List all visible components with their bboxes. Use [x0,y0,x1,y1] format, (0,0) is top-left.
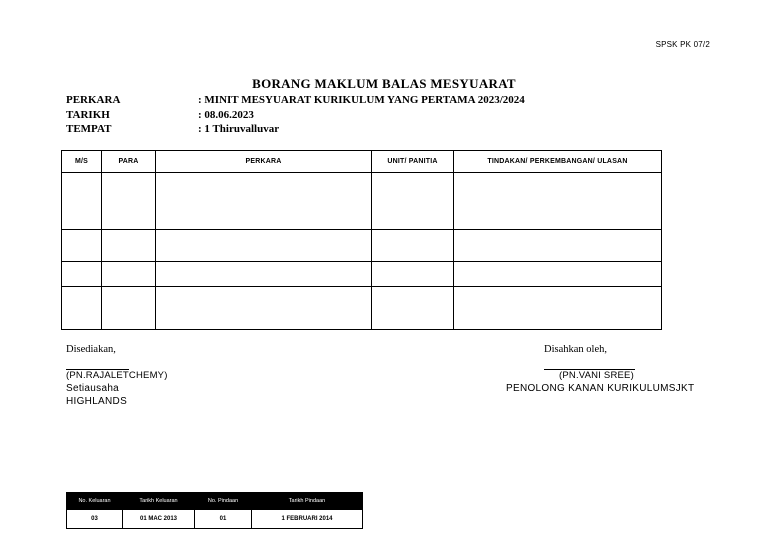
table-cell [62,173,102,230]
table-cell [62,262,102,287]
table-row [62,173,662,230]
prepared-heading: Disediakan, [66,344,116,355]
meta-row-perkara [66,93,525,108]
meta-row-tarikh [66,108,525,123]
approved-by-block [500,344,720,395]
table-cell [372,262,454,287]
table-cell [454,173,662,230]
prepared-name: (PN.RAJALETCHEMY) [66,370,168,381]
approved-heading: Disahkan oleh, [544,344,607,355]
rev-header-no-keluaran: No. Keluaran [67,493,123,510]
table-header-row [62,151,662,173]
header-perkara: PERKARA [156,151,372,173]
meeting-details [66,93,525,137]
document-code: SPSK PK 07/2 [655,40,710,49]
prepared-school: HIGHLANDS [66,396,128,407]
revision-table [66,492,363,529]
rev-tarikh-keluaran: 01 MAC 2013 [123,510,195,529]
minutes-table [61,150,662,330]
table-row [62,262,662,287]
approved-role: PENOLONG KANAN KURIKULUMSJKT [506,383,695,394]
form-title: BORANG MAKLUM BALAS MESYUARAT [252,76,516,91]
meta-label: PERKARA [66,94,121,106]
revision-value-row [67,510,363,529]
rev-header-tarikh-keluaran: Tarikh Keluaran [123,493,195,510]
meta-value: : MINIT MESYUARAT KURIKULUM YANG PERTAMA 2023/2024 [198,94,525,106]
meta-value: : 08.06.2023 [198,108,254,121]
prepared-role: Setiausaha [66,383,120,394]
table-cell [454,287,662,330]
table-row [62,287,662,330]
table-cell [62,230,102,262]
table-cell [454,230,662,262]
table-cell [156,173,372,230]
meta-label: TEMPAT [66,123,112,135]
header-tindakan: TINDAKAN/ PERKEMBANGAN/ ULASAN [454,151,662,173]
header-unit-panitia: UNIT/ PANITIA [372,151,454,173]
table-cell [156,230,372,262]
rev-header-no-pindaan: No. Pindaan [195,493,252,510]
meta-value: : 1 Thiruvalluvar [198,123,280,135]
table-cell [156,262,372,287]
table-cell [372,287,454,330]
table-cell [372,230,454,262]
rev-no-pindaan: 01 [195,510,252,529]
table-cell [102,230,156,262]
table-cell [102,262,156,287]
revision-header-row [67,493,363,510]
approved-name: (PN.VANI SREE) [559,370,634,381]
meta-label: TARIKH [66,108,110,121]
prepared-by-block [66,344,266,408]
table-cell [102,173,156,230]
table-cell [372,173,454,230]
header-ms: M/S [62,151,102,173]
table-cell [102,287,156,330]
table-cell [156,287,372,330]
rev-header-tarikh-pindaan: Tarikh Pindaan [252,493,363,510]
rev-tarikh-pindaan: 1 FEBRUARI 2014 [252,510,363,529]
table-cell [62,287,102,330]
meta-row-tempat [66,122,525,137]
table-cell [454,262,662,287]
header-para: PARA [102,151,156,173]
rev-no-keluaran: 03 [67,510,123,529]
table-row [62,230,662,262]
